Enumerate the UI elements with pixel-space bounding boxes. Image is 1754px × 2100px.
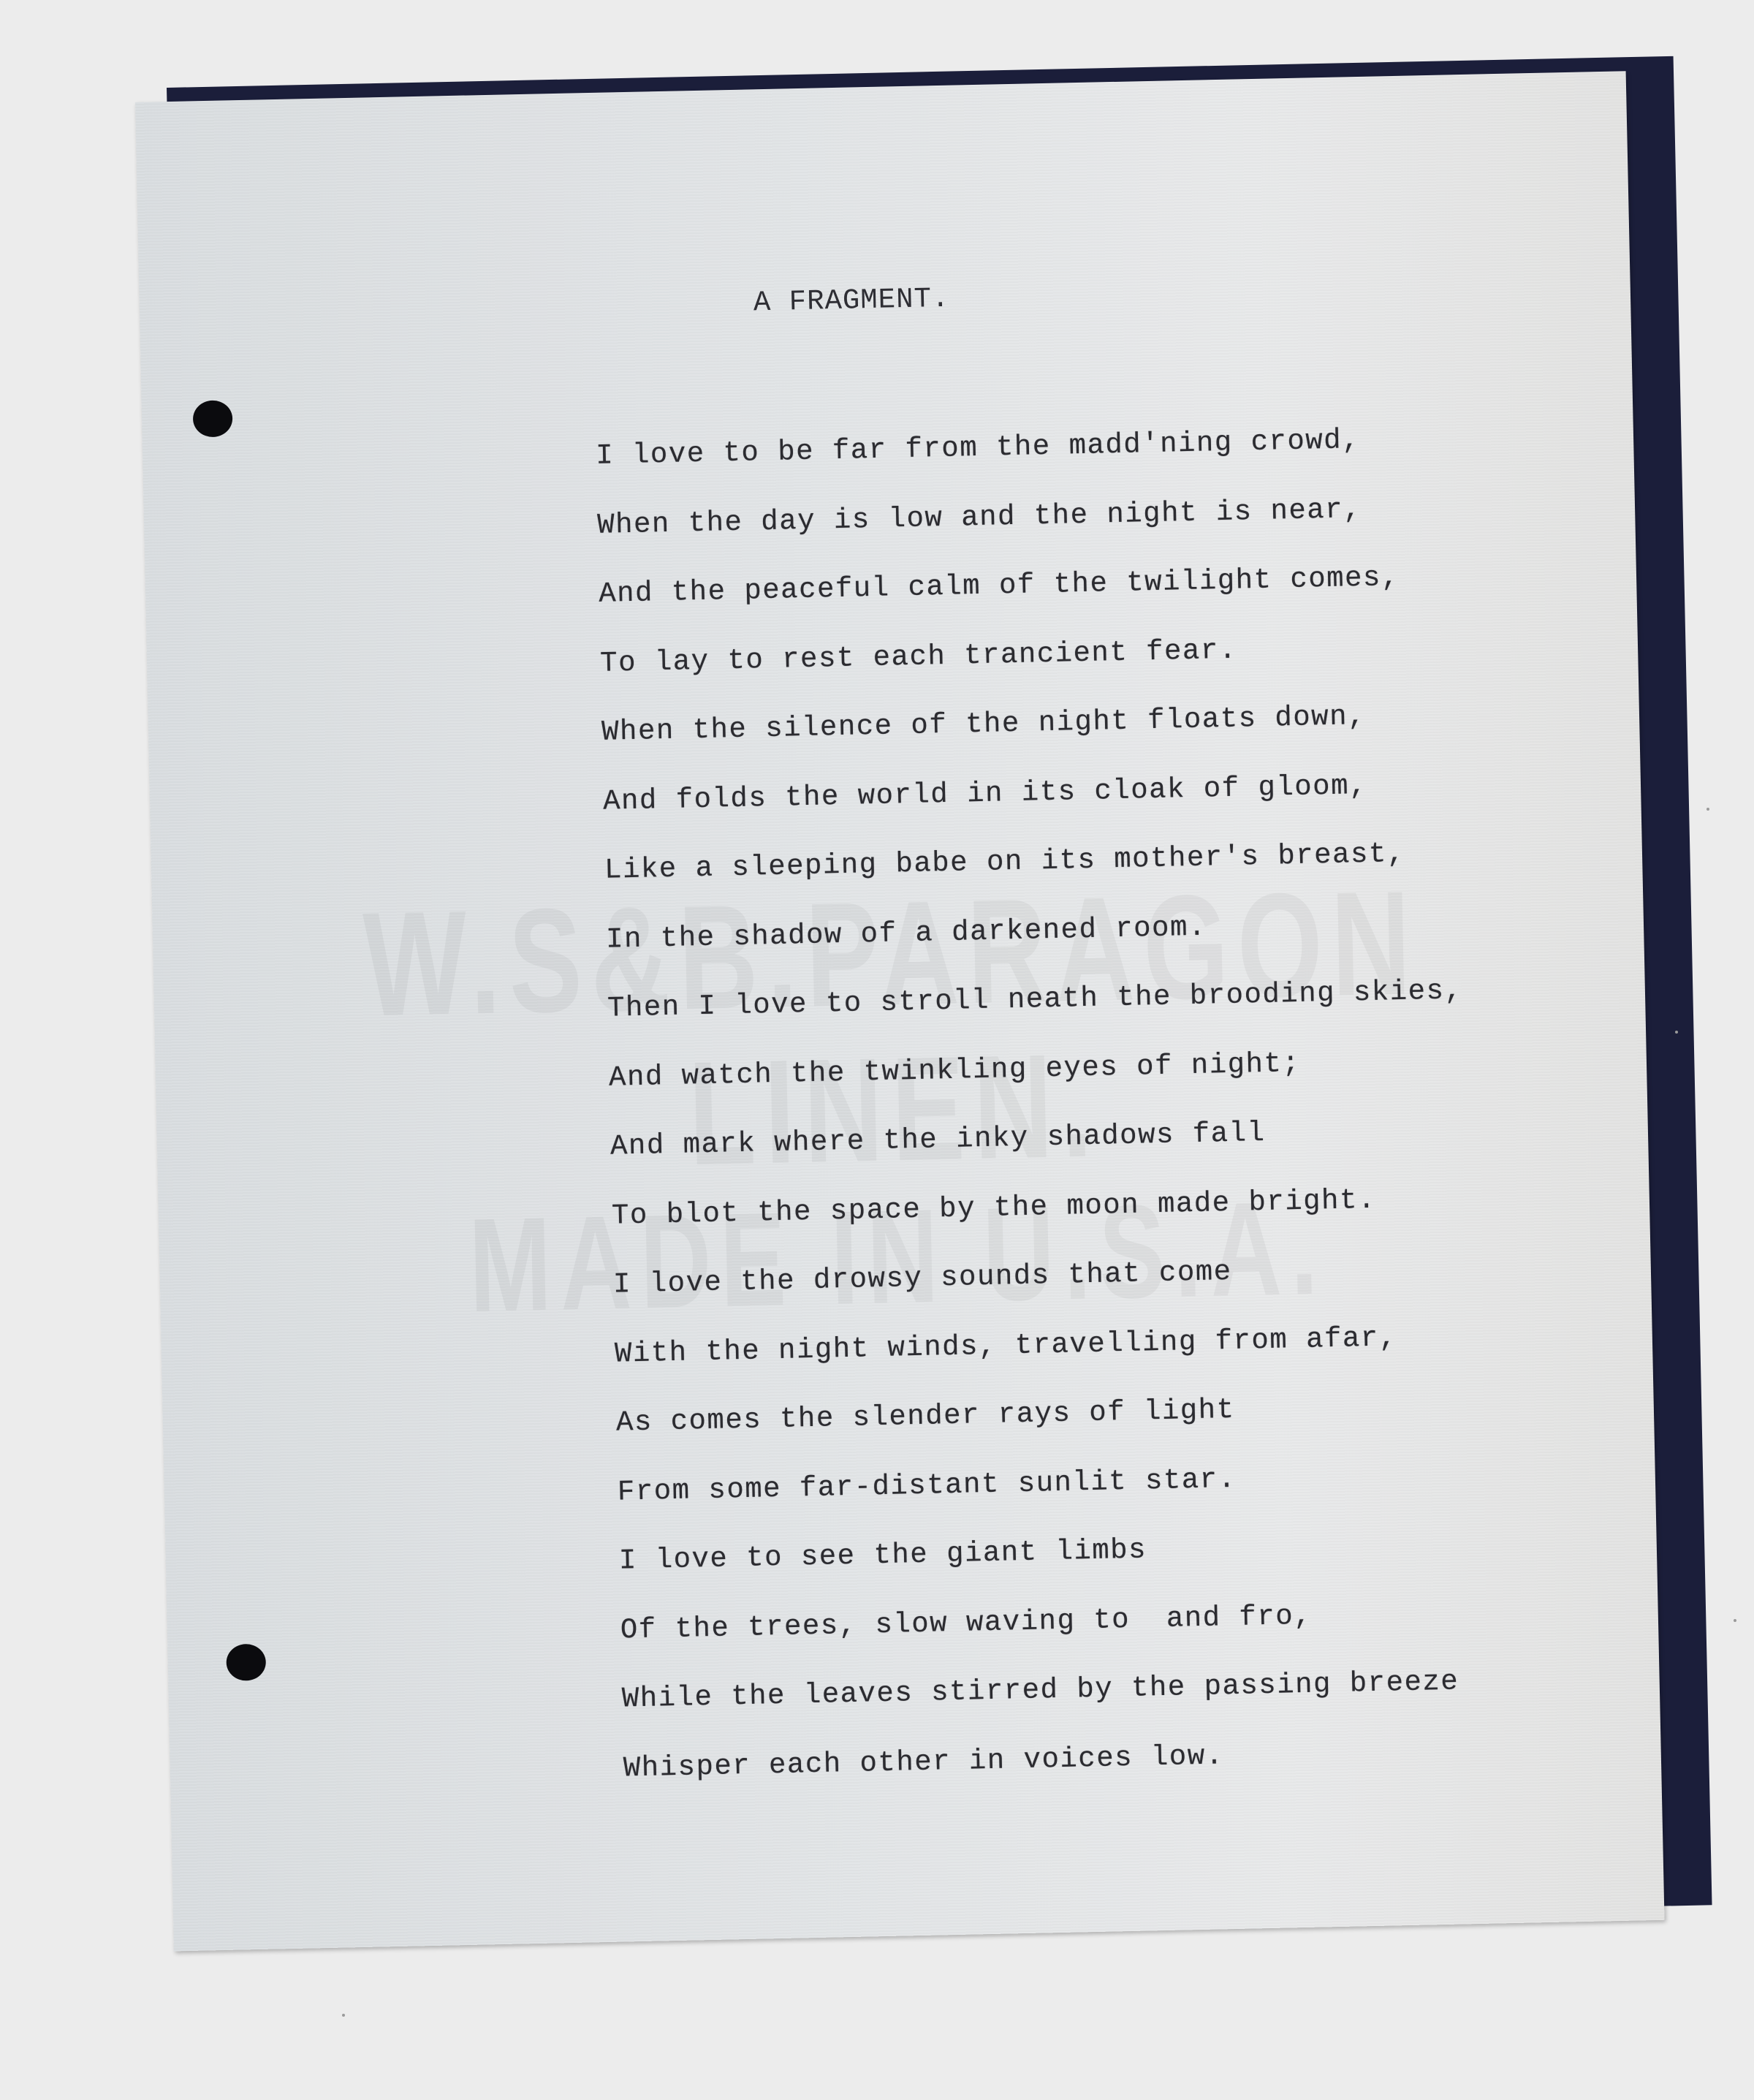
poem-line: In the shadow of a darkened room.	[605, 911, 1207, 956]
punch-hole-top	[193, 400, 233, 437]
dust-speck	[1675, 1031, 1678, 1034]
poem-line: As comes the slender rays of light	[615, 1393, 1235, 1439]
poem-line: I love to see the giant limbs	[618, 1534, 1147, 1577]
poem-line: To blot the space by the moon made bright.	[611, 1183, 1377, 1232]
poem-line: When the silence of the night floats down,	[601, 700, 1367, 748]
dust-speck	[342, 2014, 345, 2017]
poem-line: And watch the twinkling eyes of night;	[608, 1047, 1301, 1094]
dust-speck	[1706, 808, 1709, 811]
punch-hole-bottom	[226, 1644, 266, 1681]
poem-line: I love the drowsy sounds that come	[612, 1255, 1233, 1301]
poem-line: While the leaves stirred by the passing breeze	[621, 1665, 1459, 1716]
dust-speck	[1734, 1619, 1736, 1622]
poem-line: From some far-distant sunlit star.	[617, 1463, 1237, 1509]
poem-line: I love to be far from the madd'ning crowd,	[595, 424, 1361, 472]
poem-line: And the peaceful calm of the twilight comes,	[598, 561, 1400, 610]
poem-line: With the night winds, travelling from afar,	[614, 1321, 1398, 1371]
poem-line: Then I love to stroll neath the brooding skies,	[607, 974, 1463, 1025]
poem-line: When the day is low and the night is near,	[596, 493, 1362, 542]
poem-line: And mark where the inky shadows fall	[610, 1116, 1266, 1163]
poem-line: To lay to rest each trancient fear.	[599, 634, 1238, 680]
typewritten-page	[135, 71, 1665, 1951]
poem-line: Like a sleeping babe on its mother's breast,	[604, 837, 1406, 887]
poem-line: And folds the world in its cloak of gloom,	[602, 769, 1368, 818]
poem-line: Whisper each other in voices low.	[623, 1739, 1224, 1785]
poem-title: A FRAGMENT.	[753, 282, 950, 319]
poem-line: Of the trees, slow waving to and fro,	[620, 1599, 1313, 1647]
poem-body	[595, 403, 1479, 1803]
